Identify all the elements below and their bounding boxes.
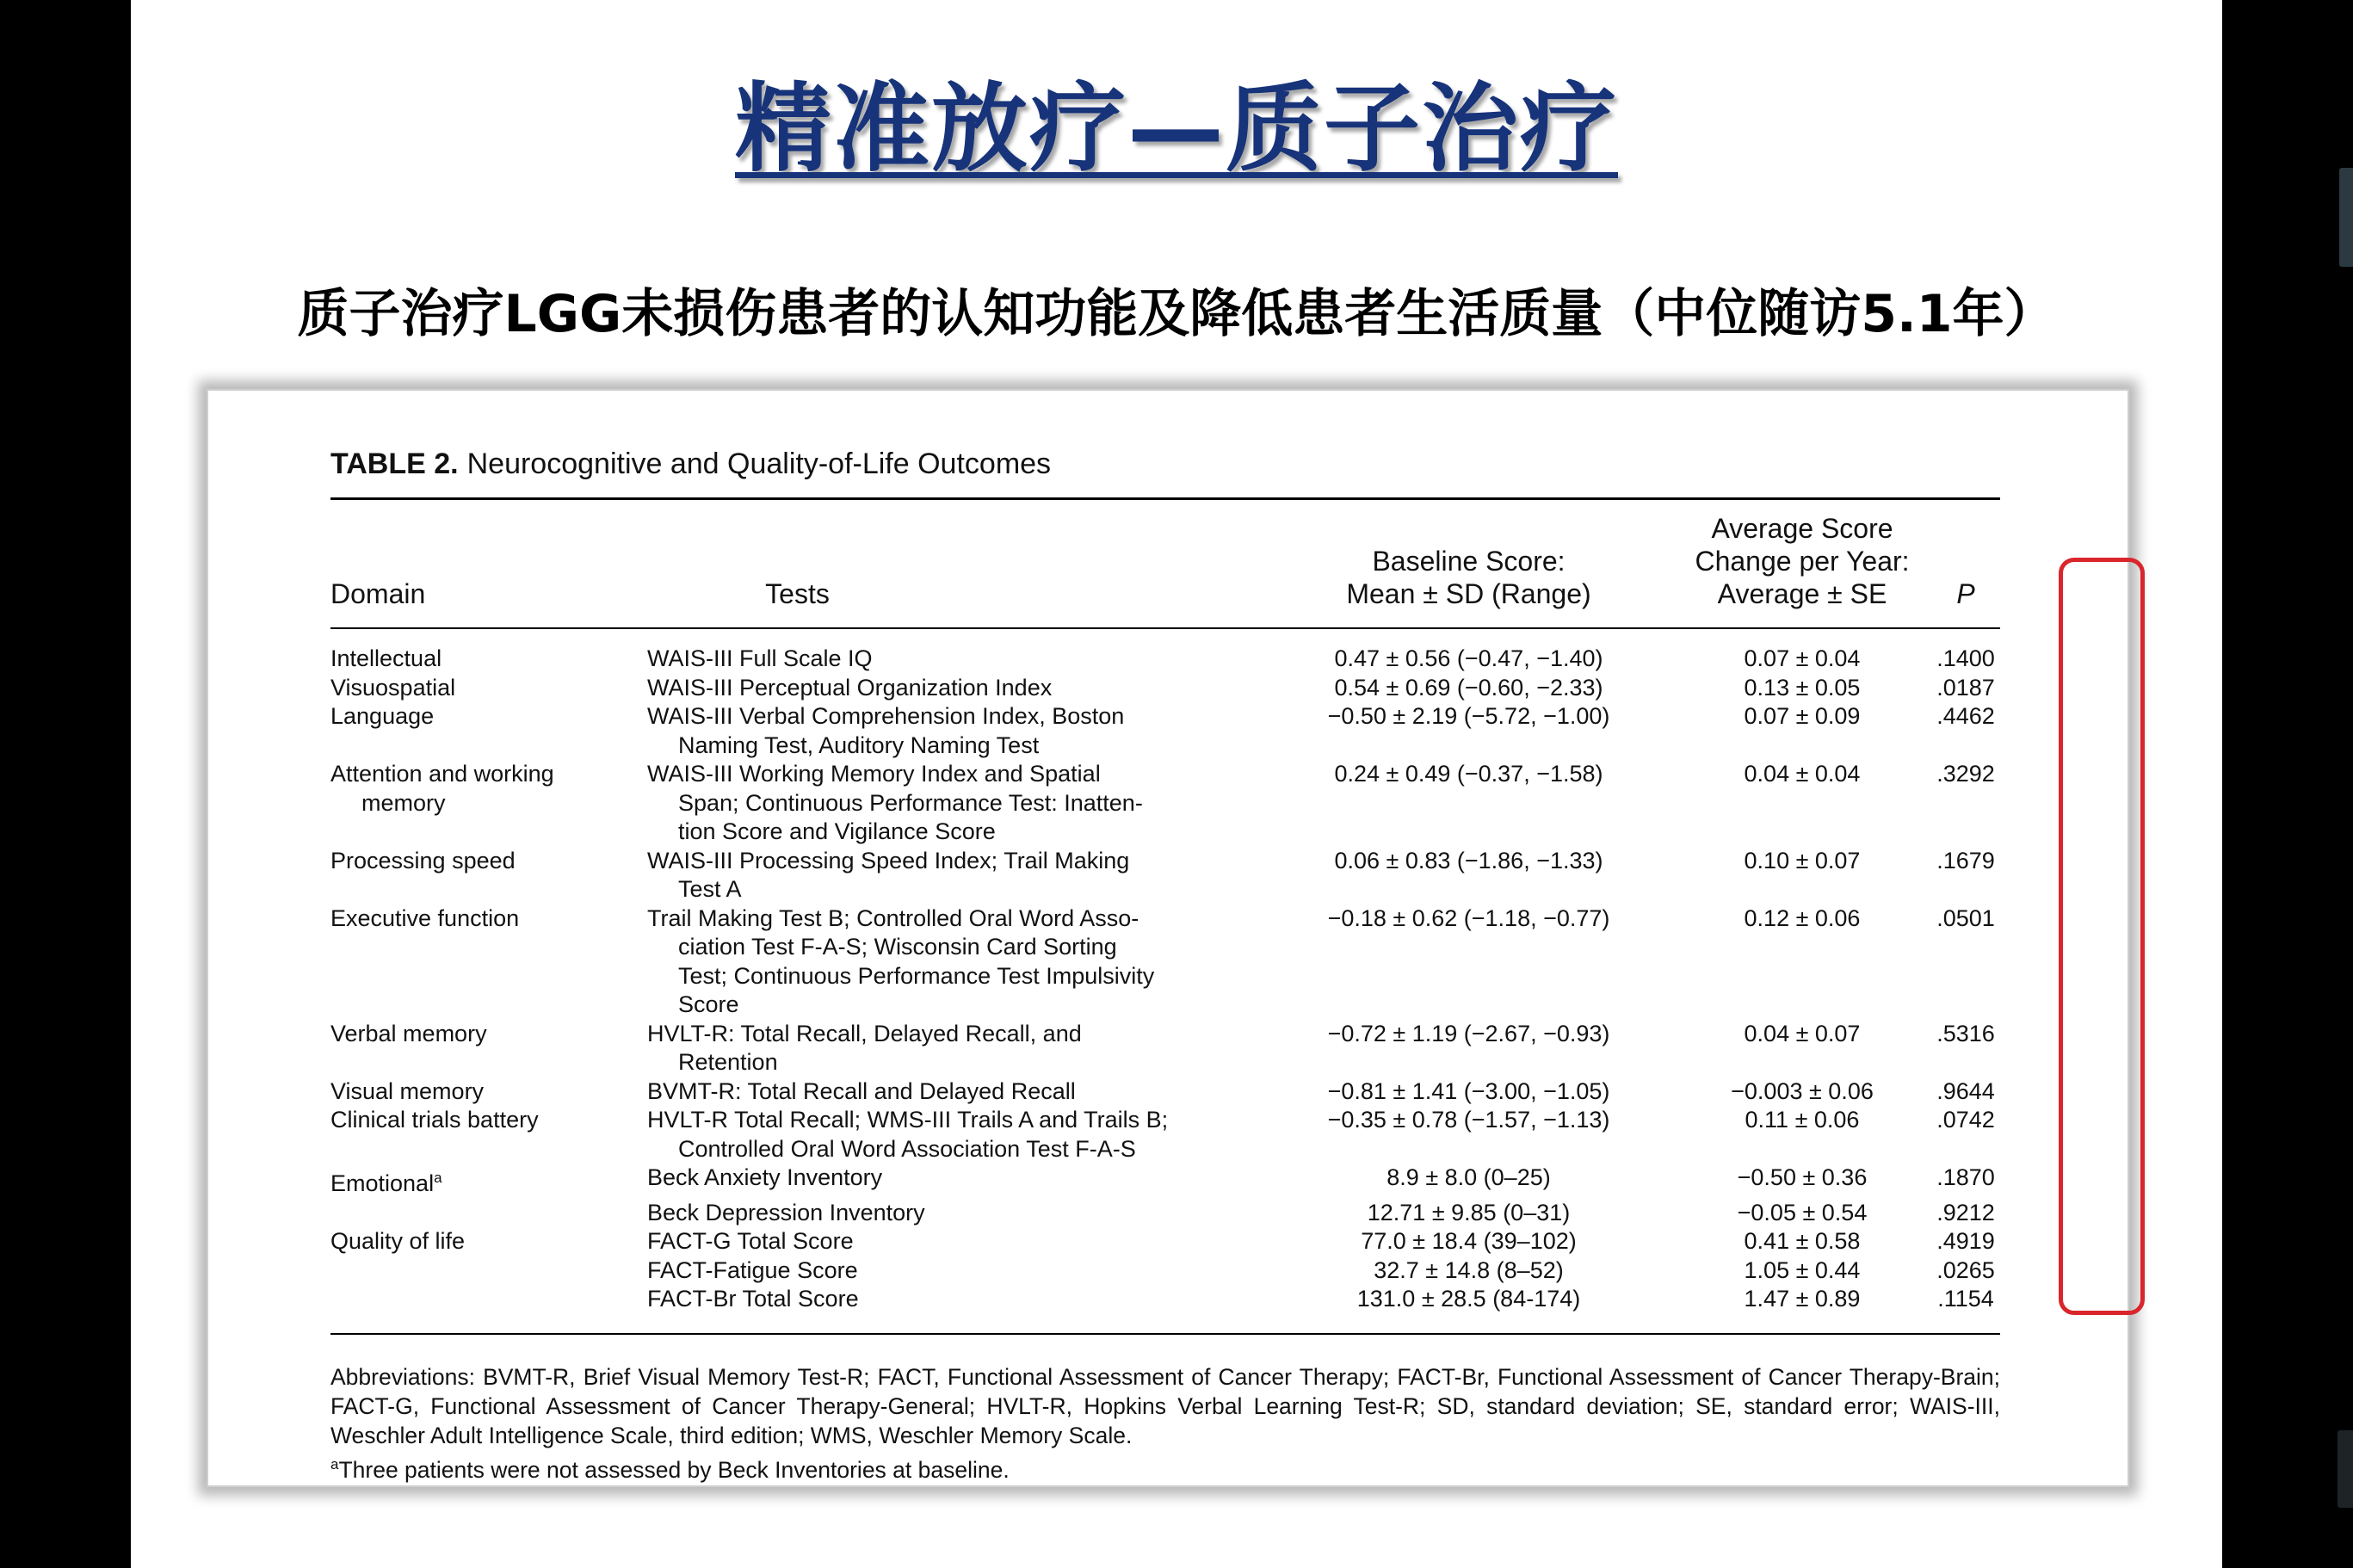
cell-p-value: .1154 <box>1937 1286 1994 1312</box>
table-row <box>330 702 2000 760</box>
header-change-line1: Average Score <box>1711 513 1893 544</box>
header-tests: Tests <box>765 578 830 609</box>
domain-text: Attention and working <box>330 761 554 787</box>
cell-tests <box>647 904 1264 1020</box>
cell-change: 0.04 ± 0.04 <box>1744 761 1861 787</box>
slide <box>131 0 2222 1568</box>
cell-baseline: 8.9 ± 8.0 (0–25) <box>1386 1164 1551 1190</box>
cell-change: 0.41 ± 0.58 <box>1744 1228 1861 1254</box>
cell-domain <box>330 1106 647 1164</box>
window-edge-tab-lower <box>2338 1430 2353 1508</box>
tests-line: WAIS-III Verbal Comprehension Index, Boston <box>647 703 1125 729</box>
cell-tests <box>647 1106 1264 1164</box>
cell-tests <box>647 1199 1264 1228</box>
header-baseline-line2: Mean ± SD (Range) <box>1346 578 1591 609</box>
cell-tests <box>647 674 1264 703</box>
cell-p-value: .1679 <box>1936 847 1995 874</box>
cell-change: 0.04 ± 0.07 <box>1744 1020 1861 1046</box>
cell-p-value: .4462 <box>1936 703 1995 729</box>
tests-line: Beck Anxiety Inventory <box>647 1164 883 1190</box>
tests-line: Score <box>678 991 739 1017</box>
cell-domain <box>330 904 647 1020</box>
cell-domain <box>330 1199 647 1228</box>
cell-domain <box>330 847 647 904</box>
cell-domain <box>330 760 647 847</box>
cell-change: 0.13 ± 0.05 <box>1744 674 1861 701</box>
cell-baseline: −0.18 ± 0.62 (−1.18, −0.77) <box>1327 904 1610 931</box>
table-row <box>330 1164 2000 1199</box>
domain-text: Processing speed <box>330 847 516 874</box>
footnote-a-text: Three patients were not assessed by Beck Inventories at baseline. <box>338 1456 1010 1483</box>
table-row <box>330 1077 2000 1107</box>
domain-superscript: a <box>434 1170 442 1186</box>
cell-domain <box>330 1020 647 1077</box>
cell-baseline: 77.0 ± 18.4 (39–102) <box>1361 1228 1577 1254</box>
cell-change: −0.05 ± 0.54 <box>1737 1199 1868 1225</box>
tests-line: WAIS-III Perceptual Organization Index <box>647 674 1053 701</box>
cell-change: 0.07 ± 0.09 <box>1744 703 1861 729</box>
cell-baseline: 0.06 ± 0.83 (−1.86, −1.33) <box>1334 847 1603 874</box>
table-row <box>330 1227 2000 1256</box>
p-value-highlight-box <box>2059 558 2145 1315</box>
window-edge-tab <box>2339 168 2353 267</box>
footnote-a-mark: a <box>330 1455 339 1472</box>
tests-line: FACT-Br Total Score <box>647 1286 859 1312</box>
domain-text: Visual memory <box>330 1077 485 1104</box>
cell-baseline: −0.35 ± 0.78 (−1.57, −1.13) <box>1327 1107 1610 1133</box>
cell-change: 1.47 ± 0.89 <box>1744 1286 1861 1312</box>
tests-line: Span; Continuous Performance Test: Inatten- <box>678 789 1143 816</box>
tests-line: WAIS-III Processing Speed Index; Trail Making <box>647 847 1130 874</box>
header-p: P <box>1956 578 1975 609</box>
domain-text: Executive function <box>330 904 520 931</box>
tests-line: Test; Continuous Performance Test Impulsivity <box>678 962 1155 989</box>
header-baseline-line1: Baseline Score: <box>1372 546 1566 577</box>
tests-line: FACT-Fatigue Score <box>647 1256 858 1283</box>
table-row <box>330 1256 2000 1286</box>
domain-text: Emotional <box>330 1170 435 1196</box>
table-caption-text: Neurocognitive and Quality-of-Life Outcomes <box>466 448 1052 480</box>
domain-text: Intellectual <box>330 645 442 671</box>
table-row <box>330 1199 2000 1228</box>
cell-domain <box>330 645 647 674</box>
table-row <box>330 645 2000 674</box>
tests-line: Naming Test, Auditory Naming Test <box>678 732 1040 758</box>
cell-domain <box>330 1227 647 1256</box>
cell-p-value: .9212 <box>1936 1199 1995 1225</box>
footnote-a <box>330 1450 2000 1485</box>
cell-change: −0.003 ± 0.06 <box>1731 1077 1874 1104</box>
table-footnotes <box>330 1350 2000 1485</box>
table-header <box>330 500 2000 627</box>
domain-text: Clinical trials battery <box>330 1107 539 1133</box>
tests-line: ciation Test F-A-S; Wisconsin Card Sorting <box>678 934 1117 960</box>
table-figure <box>207 389 2129 1487</box>
cell-domain <box>330 1256 647 1286</box>
cell-tests <box>647 1227 1264 1256</box>
cell-domain <box>330 1285 647 1314</box>
domain-text: Quality of life <box>330 1228 466 1254</box>
cell-p-value: .0501 <box>1936 904 1995 931</box>
cell-p-value: .4919 <box>1936 1228 1995 1254</box>
cell-change: 0.07 ± 0.04 <box>1744 645 1861 671</box>
tests-line: BVMT-R: Total Recall and Delayed Recall <box>647 1077 1076 1104</box>
cell-tests <box>647 1020 1264 1077</box>
cell-tests <box>647 645 1264 674</box>
cell-p-value: .0187 <box>1936 674 1995 701</box>
tests-line: HVLT-R: Total Recall, Delayed Recall, and <box>647 1020 1082 1046</box>
header-domain: Domain <box>330 578 426 609</box>
cell-change: −0.50 ± 0.36 <box>1737 1164 1868 1190</box>
cell-change: 0.12 ± 0.06 <box>1744 904 1861 931</box>
header-baseline <box>1264 545 1673 610</box>
cell-tests <box>647 1077 1264 1107</box>
cell-p-value: .1870 <box>1936 1164 1995 1190</box>
table-body <box>330 645 2000 1314</box>
domain-text: Visuospatial <box>330 674 456 701</box>
cell-tests <box>647 760 1264 847</box>
table-caption <box>330 442 2000 485</box>
cell-p-value: .9644 <box>1936 1077 1995 1104</box>
outcomes-table <box>330 645 2000 1314</box>
tests-line: WAIS-III Working Memory Index and Spatial <box>647 761 1101 787</box>
table-label: TABLE 2. <box>330 448 459 480</box>
table-row <box>330 1285 2000 1314</box>
cell-p-value: .1400 <box>1936 645 1995 671</box>
header-change-line2: Change per Year: <box>1695 546 1910 577</box>
cell-tests <box>647 702 1264 760</box>
cell-baseline: 131.0 ± 28.5 (84-174) <box>1356 1286 1581 1312</box>
table-row <box>330 760 2000 847</box>
tests-line: Beck Depression Inventory <box>647 1199 925 1225</box>
table-container <box>330 442 2000 1484</box>
domain-text: Verbal memory <box>330 1020 487 1046</box>
tests-line: tion Score and Vigilance Score <box>678 818 996 844</box>
cell-domain <box>330 674 647 703</box>
tests-line: Test A <box>678 876 742 902</box>
cell-tests <box>647 847 1264 904</box>
cell-change: 0.10 ± 0.07 <box>1744 847 1861 874</box>
cell-baseline: −0.72 ± 1.19 (−2.67, −0.93) <box>1327 1020 1610 1046</box>
cell-p-value: .0742 <box>1936 1107 1995 1133</box>
table-row <box>330 1106 2000 1164</box>
cell-tests <box>647 1256 1264 1286</box>
cell-tests <box>647 1285 1264 1314</box>
footnote-abbreviations: Abbreviations: BVMT-R, Brief Visual Memory Test-R; FACT, Functional Assessment of Cancer Therapy; FACT-Br, Functional Assessment of Cancer Therapy-Brain; FACT-G, Functional Assessment of Cancer Therapy-General; HVLT-R, Hopkins Verbal Learning Test-R; SD, standard deviation; SE, standard error; WAIS-III, Weschler Adult Intelligence Scale, third edition; WMS, Weschler Memory Scale. <box>330 1363 2000 1448</box>
domain-text: Language <box>330 703 435 729</box>
table-row <box>330 847 2000 904</box>
cell-p-value: .5316 <box>1936 1020 1995 1046</box>
cell-baseline: 0.24 ± 0.49 (−0.37, −1.58) <box>1334 761 1603 787</box>
cell-change: 0.11 ± 0.06 <box>1745 1107 1860 1133</box>
tests-line: WAIS-III Full Scale IQ <box>647 645 873 671</box>
tests-line: Controlled Oral Word Association Test F-A-S <box>678 1135 1136 1162</box>
cell-change: 1.05 ± 0.44 <box>1744 1256 1861 1283</box>
tests-line: FACT-G Total Score <box>647 1228 854 1254</box>
cell-baseline: 0.47 ± 0.56 (−0.47, −1.40) <box>1334 645 1603 671</box>
tests-line: Retention <box>678 1049 778 1075</box>
table-row <box>330 904 2000 1020</box>
slide-title: 精准放疗—质子治疗 <box>735 73 1618 185</box>
cell-baseline: 12.71 ± 9.85 (0–31) <box>1367 1199 1571 1225</box>
header-change <box>1673 512 1931 610</box>
cell-domain <box>330 702 647 760</box>
cell-tests <box>647 1164 1264 1199</box>
domain-text-continued: memory <box>361 789 446 816</box>
cell-p-value: .3292 <box>1936 761 1995 787</box>
slide-subtitle: 质子治疗LGG未损伤患者的认知功能及降低患者生活质量（中位随访5.1年） <box>297 284 2056 344</box>
tests-line: HVLT-R Total Recall; WMS-III Trails A and Trails B; <box>647 1107 1169 1133</box>
table-row <box>330 1020 2000 1077</box>
cell-domain <box>330 1164 647 1199</box>
table-row <box>330 674 2000 703</box>
cell-baseline: −0.50 ± 2.19 (−5.72, −1.00) <box>1327 703 1610 729</box>
cell-baseline: 32.7 ± 14.8 (8–52) <box>1374 1256 1564 1283</box>
cell-baseline: −0.81 ± 1.41 (−3.00, −1.05) <box>1327 1077 1610 1104</box>
cell-domain <box>330 1077 647 1107</box>
header-change-line3: Average ± SE <box>1717 578 1887 609</box>
cell-p-value: .0265 <box>1936 1256 1995 1283</box>
bottom-rule <box>330 1333 2000 1335</box>
cell-baseline: 0.54 ± 0.69 (−0.60, −2.33) <box>1334 674 1603 701</box>
header-rule <box>330 627 2000 629</box>
tests-line: Trail Making Test B; Controlled Oral Word Asso- <box>647 904 1139 931</box>
